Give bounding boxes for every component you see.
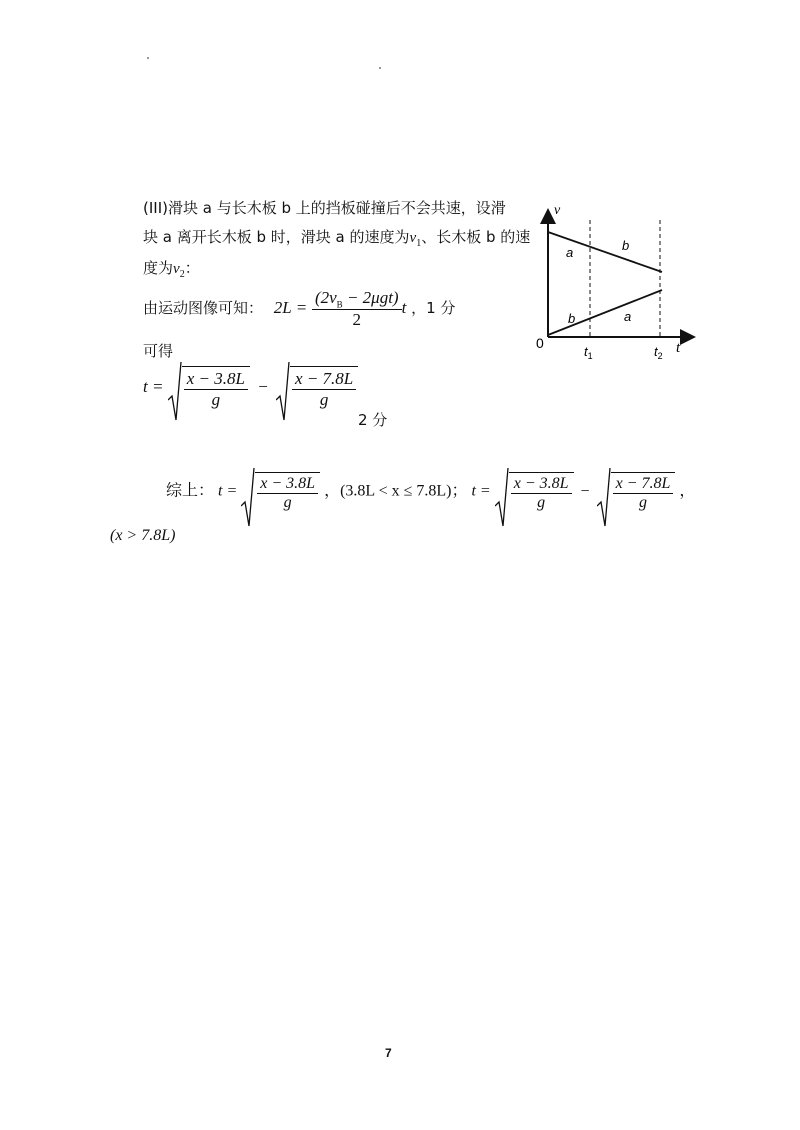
page-number: 7 [385, 1046, 392, 1060]
axis-label-v: v [554, 203, 561, 218]
paragraph-line-3: 度为$v_2$： [143, 259, 200, 280]
summary-line: 综上： t = $\frac{x - 3.8L}{g}$ ，(3.8L < x ≤ 7.8L)； t = $\frac{x - 3.8L}{g}$ − $\frac{x - 7.8L}{g}$ ， [166, 472, 695, 512]
axis-label-t: t [676, 340, 681, 356]
summary-sqrt-3: $\frac{x - 7.8L}{g}$ [597, 472, 676, 512]
equation-1-fraction: $\frac{(2v_B - 2\mu gt)}{2}$ [312, 288, 402, 330]
symbol-v2: $v_2$ [173, 261, 185, 280]
scan-speck [379, 67, 381, 69]
equation-1-lhs: 2L = [273, 298, 308, 318]
paragraph-line-1 [143, 197, 506, 218]
symbol-v1: $v_1$ [409, 230, 422, 249]
t1-label: $t_1$ [584, 344, 593, 360]
equation-1-score: ，1 分 [411, 299, 456, 318]
origin-label: 0 [536, 335, 544, 351]
equation-2-score: 2 分 [358, 411, 388, 429]
upper-label-a: a [566, 245, 574, 260]
t2-label: $t_2$ [654, 344, 663, 360]
summary-sqrt-2: $\frac{x - 3.8L}{g}$ [495, 472, 574, 512]
sqrt-1: $\frac{x - 3.8L}{g}$ [168, 366, 250, 410]
scan-speck [147, 57, 149, 59]
vt-graph [530, 200, 700, 360]
summary-condition-2: (x > 7.8L) [110, 527, 176, 544]
lower-velocity-line [548, 290, 662, 335]
paragraph-text-2b: 、长木板 b 的速 [421, 228, 531, 246]
keyi-label: 可得 [143, 342, 174, 360]
lower-label-a: a [624, 309, 632, 324]
equation-2: t = $\frac{x - 3.8L}{g}$ − $\frac{x - 7.8L}{g}$ [143, 366, 358, 410]
equation-1-prefix: 由运动图像可知： [143, 299, 264, 318]
paragraph-line-2 [143, 226, 530, 249]
sqrt-2: $\frac{x - 7.8L}{g}$ [276, 366, 358, 410]
paragraph-text-1: (III)滑块 a 与长木板 b 上的挡板碰撞后不会共速，设滑 [143, 199, 506, 217]
lower-label-b: b [568, 311, 576, 326]
paragraph-text-2a: 块 a 离开长木板 b 时，滑块 a 的速度为 [143, 228, 410, 246]
paragraph-text-3a: 度为 [143, 259, 174, 277]
equation-1: 由运动图像可知： 2L = $\frac{(2v_B - 2\mu gt)}{2}$ t ，1 分 [143, 288, 456, 330]
summary-sqrt-1: $\frac{x - 3.8L}{g}$ [241, 472, 320, 512]
upper-label-b: b [622, 238, 630, 253]
